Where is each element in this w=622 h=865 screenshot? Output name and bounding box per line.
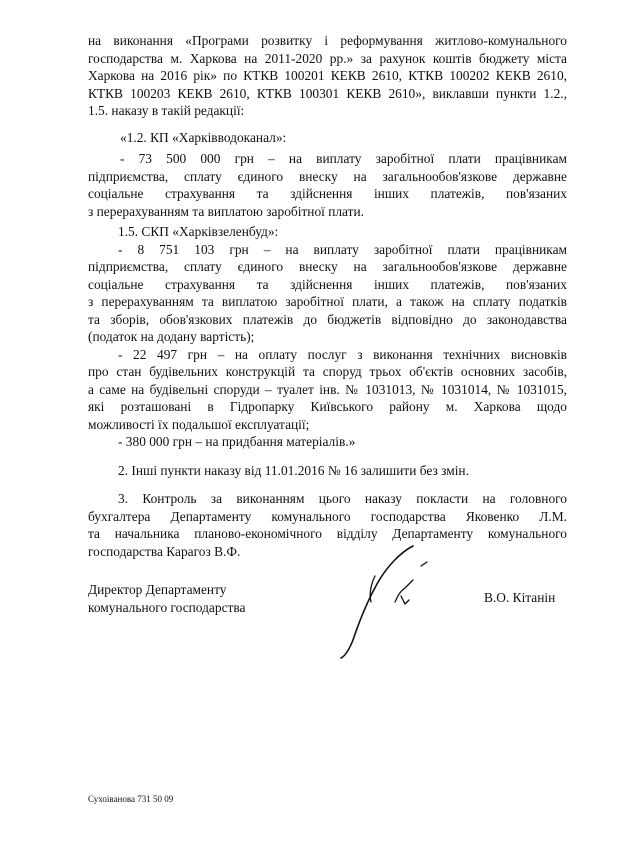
item-1-2-heading: «1.2. КП «Харківводоканал»: <box>120 130 287 145</box>
item-1-5-line: можливості їх подальшої експлуатації; <box>88 417 310 432</box>
point-3-line: бухгалтера Департаменту комунального господарства Яковенко Л.М. <box>88 509 567 524</box>
point-3-line: господарства Карагоз В.Ф. <box>88 544 241 559</box>
item-1-5-line: (податок на додану вартість); <box>88 329 255 344</box>
item-1-5-heading: 1.5. СКП «Харківзеленбуд»: <box>118 224 279 239</box>
point-3-line: 3. Контроль за виконанням цього наказу покласти на головного <box>118 491 567 506</box>
item-1-5-line: а саме на будівельні споруди – туалет інв. № 1031013, № 1031014, № 1031015, <box>88 382 567 397</box>
signatory-name: В.О. Кітанін <box>484 590 556 605</box>
item-1-5-line: та зборів, обов'язкових платежів до бюджетів відповідно до законодавства <box>88 312 567 327</box>
handwritten-signature <box>335 540 435 660</box>
item-1-2-line: - 73 500 000 грн – на виплату заробітної плати працівникам <box>120 151 567 166</box>
item-1-2-line: з перерахуванням та виплатою заробітної плати. <box>88 204 365 219</box>
item-1-5-line: - 380 000 грн – на придбання матеріалів.» <box>118 434 356 449</box>
intro-line: КТКВ 100203 КЕКВ 2610, КТКВ 100301 КЕКВ 2610», виклавши пункти 1.2., <box>88 86 567 101</box>
item-1-5-line: підприємства, сплату єдиного внеску на загальнообов'язкове державне <box>88 259 567 274</box>
intro-line: на виконання «Програми розвитку і реформування житлово-комунального <box>88 33 567 48</box>
item-1-5-line: з перерахуванням та виплатою заробітної плати, а також на сплату податків <box>88 294 567 309</box>
point-3-line: та начальника планово-економічного відділу Департаменту комунального <box>88 526 567 541</box>
item-1-5-line: про стан будівельних конструкцій та споруд трьох об'єктів основних засобів, <box>88 364 567 379</box>
item-1-2-line: соціальне страхування та здійснення інших платежів, пов'язаних <box>88 186 567 201</box>
intro-line: 1.5. наказу в такій редакції: <box>88 103 245 118</box>
signatory-position-line-1: Директор Департаменту <box>88 582 227 597</box>
item-1-5-line: соціальне страхування та здійснення інших платежів, пов'язаних <box>88 277 567 292</box>
item-1-2-line: підприємства, сплату єдиного внеску на загальнообов'язкове державне <box>88 169 567 184</box>
intro-line: господарства м. Харкова на 2011-2020 рр.» за рахунок коштів бюджету міста <box>88 51 567 66</box>
item-1-5-line: - 22 497 грн – на оплату послуг з виконання технічних висновків <box>118 347 567 362</box>
point-2: 2. Інші пункти наказу від 11.01.2016 № 16 залишити без змін. <box>118 463 469 478</box>
intro-line: Харкова на 2016 рік» по КТКВ 100201 КЕКВ 2610, КТКВ 100202 КЕКВ 2610, <box>88 68 567 83</box>
executor-footer: Сухоіванова 731 50 09 <box>88 794 174 804</box>
item-1-5-line: які розташовані в Гідропарку Київського району м. Харкова щодо <box>88 399 567 414</box>
item-1-5-line: - 8 751 103 грн – на виплату заробітної плати працівникам <box>118 242 567 257</box>
signatory-position-line-2: комунального господарства <box>88 600 246 615</box>
